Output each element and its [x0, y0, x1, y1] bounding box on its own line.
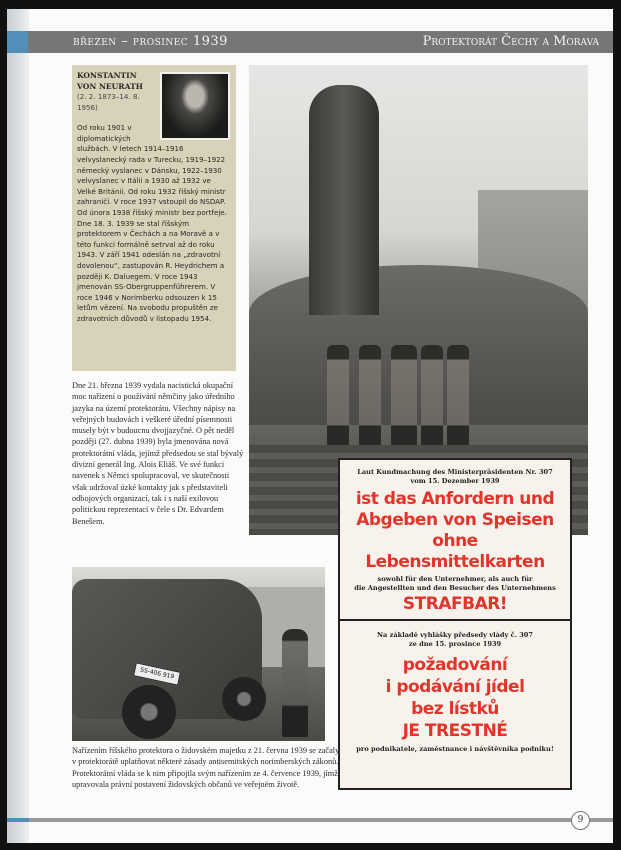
bio-name-line2: VON NEURATH — [77, 82, 143, 91]
poster-de-intro: Laut Kundmachung des Ministerpräsidenten Nr. 307 — [357, 468, 553, 476]
statue — [309, 85, 379, 315]
poster-de-date: vom 15. Dezember 1939 — [410, 477, 500, 485]
car-wheel — [222, 677, 266, 721]
poster-de-headline: Abgeben von Speisen — [356, 510, 554, 530]
header-chapter-title: Protektorát Čechy a Morava — [422, 34, 599, 49]
page-spine — [7, 9, 29, 843]
poster-cz-date: ze dne 15. prosince 1939 — [408, 640, 502, 648]
bio-dates: (2. 2. 1873–14. 8. 1956) — [77, 92, 140, 112]
header-period: březen – prosinec 1939 — [73, 34, 228, 49]
portrait-photo — [160, 72, 230, 140]
poster-divider — [340, 619, 570, 621]
poster-cz-headline: bez lístků — [411, 699, 499, 719]
food-ration-poster — [338, 458, 572, 790]
header-accent — [7, 31, 28, 53]
poster-de-strafbar: STRAFBAR! — [402, 594, 508, 614]
monument-base — [249, 265, 588, 425]
soldier — [391, 345, 417, 445]
poster-cz-headline: i podávání jídel — [385, 677, 525, 697]
license-plate: SS-406 919 — [133, 662, 181, 685]
car-wheel — [122, 685, 176, 739]
body-paragraph: Dne 21. března 1939 vydala nacistická okupační moc nařízení o používání němčiny jako úředního jazyka na území protektorátu. Všechny nápisy na veřejných budovách i veškeré úřední písemnosti musely být v budoucnu dvojjazyčné. O pět neděl později (27. dubna 1939) byla jmenována nová protektorátní vláda, jejímž předsedou se stal bývalý divizní generál Ing. Alois Eliáš. Ve své funkci navenek s Němci spolupracoval, ve skutečnosti však udržoval úzké kontakty jak s představiteli odbojových organizací, tak i s naší exilovou politickou reprezentací v čele s Dr. Edvardem Benešem. — [72, 381, 244, 526]
poster-cz-headline: požadování — [402, 655, 508, 675]
bio-name-line1: KONSTANTIN — [77, 71, 137, 80]
bio-text: Od roku 1901 v diplomatických službách. V letech 1914–1916 velvyslanecký rada v Turecku, 1919–1922 německý vyslanec v Dánsku, 1922–1930 velvyslanec v Itálii a 1930 až 1932 ve Velké Británii. Od roku 1932 říšský ministr zahraničí. V roce 1937 vstoupil do NSDAP. Od února 1938 říšský ministr bez portfeje. Dne 18. 3. 1939 se stal říšským protektorem v Čechách a na Moravě a v této funkci formálně setrval až do roku 1943. V září 1941 odeslán na „zdravotní dovolenou“, zastupován R. Heydrichem a později K. Daluegem. V roce 1943 jmenován SS-Obergruppenführerem. V roce 1946 v Norimberku odsouzen k 15 letům vězení. Na svobodu propuštěn ze zdravotních důvodů v listopadu 1954. — [77, 123, 227, 323]
page-number: 9 — [571, 811, 590, 830]
biography-box — [72, 65, 236, 371]
poster-de-headline: Lebensmittelkarten — [365, 552, 545, 572]
poster-de-headline: ist das Anfordern und — [355, 489, 555, 509]
soldier — [447, 345, 469, 445]
poster-cz-trestne: JE TRESTNÉ — [402, 721, 508, 741]
crashed-car-photo — [72, 567, 325, 741]
poster-de-small: sowohl für den Unternehmer, als auch für — [377, 575, 533, 583]
poster-cz-intro: Na základě vyhlášky předsedy vlády č. 307 — [377, 631, 533, 639]
officer — [282, 629, 308, 737]
photo-caption: Nařízením říšského protektora o židovském majetku z 21. června 1939 se začaly v protektorátě uplatňovat některé zásady antisemitských norimberských zákonů. Protektorátní vláda se k nim připojila svým nařízením ze 4. července 1939, jímž upravovala právní postavení židovských občanů ve veřejném životě. — [72, 746, 340, 789]
soldier — [359, 345, 381, 445]
poster-de-headline: ohne — [432, 531, 478, 551]
footer-line — [7, 818, 613, 822]
poster-cz-small: pro podnikatele, zaměstnance i návštěvníka podniku! — [356, 745, 554, 753]
soldier — [327, 345, 349, 445]
poster-de-small: die Angestellten und den Besucher des Unternehmens — [354, 584, 556, 592]
soldier — [421, 345, 443, 445]
